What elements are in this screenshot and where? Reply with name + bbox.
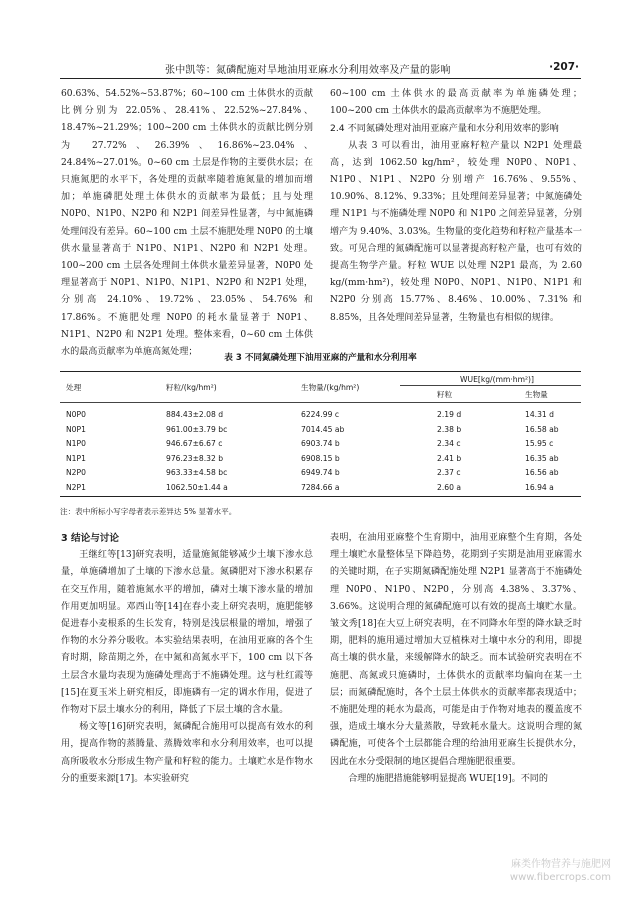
body-paragraph: 表明，在油用亚麻整个生育期中，油用亚麻整个生育期，各处理土壤贮水量整体呈下降趋势，花期到子实期是油用亚麻需水的关键时期，在子实期氮磷配施处理 N2P1 显著高于不施磷处理 N0P0、N1P0、N2P0，分别高 4.38%、3.37%、3.66%。这说明合理的氮磷配施可以有效的提高土壤贮水量。皱文秀[18]在大豆上研究表明，在不同降水年型的降水缺乏时期，肥料的施用通过增加大豆植株对土壤中水分的利用，即提高土壤的供水量，来缓解降水的缺乏。而本试验研究表明在不施肥、高氮或只施磷时，土体供水的贡献率均偏向在某一土层；而氮磷配施时，各个土层土体供水的贡献率都表现适中；不施肥处理的耗水为最高，可能是由于作物对地表的覆盖度不强，造成土壤水分大量蒸散，导致耗水量大。这说明合理的氮磷配施，可使各个土层都能合理的给油用亚麻生长提供水分，因此在水分受限制的地区提倡合理施肥很重要。: [330, 533, 582, 767]
table-rule-top: [60, 371, 581, 372]
table-cell: 7014.45 ab: [301, 424, 345, 434]
table-cell: 2.41 b: [437, 453, 462, 463]
table-cell: 16.58 ab: [525, 424, 559, 434]
table-cell: 6908.15 b: [301, 453, 340, 463]
table-cell: 7284.66 a: [301, 483, 340, 492]
table-cell: 884.43±2.08 d: [166, 410, 224, 419]
right-column-top: [330, 86, 582, 327]
table-cell: 16.35 ab: [525, 453, 559, 463]
body-paragraph: 杨文等[16]研究表明，氮磷配合施用可以提高有效水的利用，提高作物的蒸腾量、蒸腾效率和水分利用效率，也可以提高所吸收水分形成生物产量和籽粒的能力。土壤贮水是作物水分的重要来源[17]。本实验研究: [61, 722, 313, 784]
table-caption: 表 3 不同氮磷处理下油用亚麻的产量和水分利用率: [224, 353, 417, 363]
table-header-wue-grain: 籽粒: [437, 390, 453, 399]
section-heading-2-4: 2.4 不同氮磷处理对油用亚麻产量和水分利用效率的影响: [330, 123, 559, 135]
table-cell: 6224.99 c: [301, 410, 339, 419]
table-note: 注：表中所标小写字母者表示差异达 5% 显著水平。: [60, 507, 237, 516]
watermark-line-2: www.fibercrops.com: [509, 872, 611, 883]
table-cell: N2P1: [66, 483, 86, 492]
body-paragraph: 60.63%、54.52%~53.87%；60~100 cm 土体供水的贡献比例分别为 22.05%、28.41%、22.52%~27.84%、18.47%~21.29%；100~200 cm 土体供水的贡献比例分别为 27.72%、26.39%、16.86%~23.04%、24.84%~27.01%。0~60 cm 土层是作物的主要供水层；在只施氮肥的水平下，各处理的贡献率随着施氮量的增加而增加；单施磷肥处理土体供水的贡献率为最低；且与处理 N0P0、N1P0、N2P0 和 N2P1 间差异性显著，与中氮施磷处理间没有差异。60~100 cm 土层不施肥处理 N0P0 的土壤供水量显著高于 N1P0、N1P1、N2P0 和 N2P1 处理。100~200 cm 土层各处理间土体供水量差异显著，N0P0 处理显著高于 N0P1、N1P0、N1P1、N2P0 和 N2P1 处理，分别高 24.10%、19.72%、23.05%、54.76% 和 17.86%。不施肥处理 N0P0 的耗水量显著于 N0P1、N1P1、N2P0 和 N2P1 处理。整体来看，0~60 cm 土体供水的最高贡献率为单施高氮处理；: [61, 89, 313, 358]
left-column-bottom: [61, 530, 313, 788]
body-paragraph: 合理的施肥措施能够明显提高 WUE[19]。不同的: [348, 773, 548, 784]
right-column-bottom: [330, 530, 582, 788]
table-cell: 6949.74 b: [301, 468, 340, 478]
watermark-line-1: 麻类作物营养与施肥网: [511, 859, 611, 870]
table-cell: 16.94 a: [525, 483, 554, 492]
running-header: [60, 60, 581, 79]
table-rule-header: [60, 402, 581, 403]
table-cell: 16.56 ab: [525, 468, 559, 478]
section-heading-3: 3 结论与讨论: [61, 533, 119, 544]
table-header-grain-yield: 籽粒/(kg/hm²): [166, 383, 217, 392]
table-cell: N2P0: [66, 468, 86, 478]
body-paragraph: 从表 3 可以看出，油用亚麻籽粒产量以 N2P1 处理最高，达到 1062.50 kg/hm²，较处理 N0P0、N0P1、N1P0、N1P1、N2P0 分别增产 16.76%、9.55%、10.90%、8.12%、9.33%；且处理间差异显著；中氮施磷处理 N1P1 与不施磷处理 N0P0 和 N1P0 之间差异显著，分别增产为 9.40%、3.03%。生物量的变化趋势和籽粒产量基本一致。可见合理的氮磷配施可以显著提高籽粒产量，也可有效的提高生物学产量。籽粒 WUE 以处理 N2P1 最高，为 2.60 kg/(mm·hm²)，较处理 N0P0、N0P1、N1P0、N1P1 和 N2P0 分别高 15.77%、8.46%、10.00%、7.31% 和 8.85%，且各处理间差异显著，生物量也有相似的规律。: [330, 140, 582, 323]
table-cell: 961.00±3.79 bc: [166, 424, 228, 434]
table-cell: 946.67±6.67 c: [166, 439, 223, 449]
left-column-top: [61, 86, 313, 361]
table-header-wue: WUE[kg/(mm·hm²)]: [460, 375, 534, 384]
table-cell: 2.37 c: [437, 468, 461, 478]
running-title: 张中凯等：氮磷配施对旱地油用亚麻水分利用效率及产量的影响: [165, 65, 451, 76]
table-cell: N0P0: [66, 410, 86, 419]
page-number: ·207·: [549, 61, 579, 73]
table-cell: 976.23±8.32 b: [166, 453, 224, 463]
body-paragraph: 60~100 cm 土体供水的最高贡献率为单施磷处理；100~200 cm 土体供水的最高贡献率为不施肥处理。: [330, 89, 582, 117]
table-cell: 2.38 b: [437, 424, 462, 434]
watermark: [510, 858, 611, 884]
table-cell: 6903.74 b: [301, 439, 340, 449]
table-cell: 2.19 d: [437, 410, 462, 419]
table-header-wue-biomass: 生物量: [525, 390, 548, 399]
table-header-biomass: 生物量/(kg/hm²): [301, 383, 360, 392]
table-cell: 15.95 c: [525, 439, 554, 449]
table-rule-wue: [400, 385, 581, 386]
body-paragraph: 王继红等[13]研究表明，适量施氮能够减少土壤下渗水总量，单施磷增加了土壤的下渗水总量。氮磷肥对下渗水积累存在交互作用，随着施氮水平的增加，磷对土壤下渗水量的增加作用更加明显。邓西山等[14]在春小麦上研究表明，施肥能够促进春小麦根系的生长发育，特别是浅层根量的增加，增强了作物的水分养分吸收。本实验结果表明，在油用亚麻的各个生育时期，除苗期之外，在中氮和高氮水平下，100 cm 以下各土层含水量均表现为施磷处理高于不施磷处理。这与杜红霞等[15]在夏玉米上研究相反，即施磷有一定的调水作用，促进了作物对下层土壤水分的利用，降低了下层土壤的含水量。: [61, 550, 313, 716]
table-cell: 1062.50±1.44 a: [166, 483, 228, 492]
table-cell: 14.31 d: [525, 410, 554, 419]
table-cell: N0P1: [66, 424, 86, 434]
table-rule-bottom: [60, 496, 581, 497]
table-cell: 963.33±4.58 bc: [166, 468, 228, 478]
table-header-treatment: 处理: [66, 383, 82, 392]
table-cell: N1P1: [66, 453, 86, 463]
table-cell: 2.34 c: [437, 439, 461, 449]
table-cell: N1P0: [66, 439, 86, 449]
table-cell: 2.60 a: [437, 483, 461, 492]
